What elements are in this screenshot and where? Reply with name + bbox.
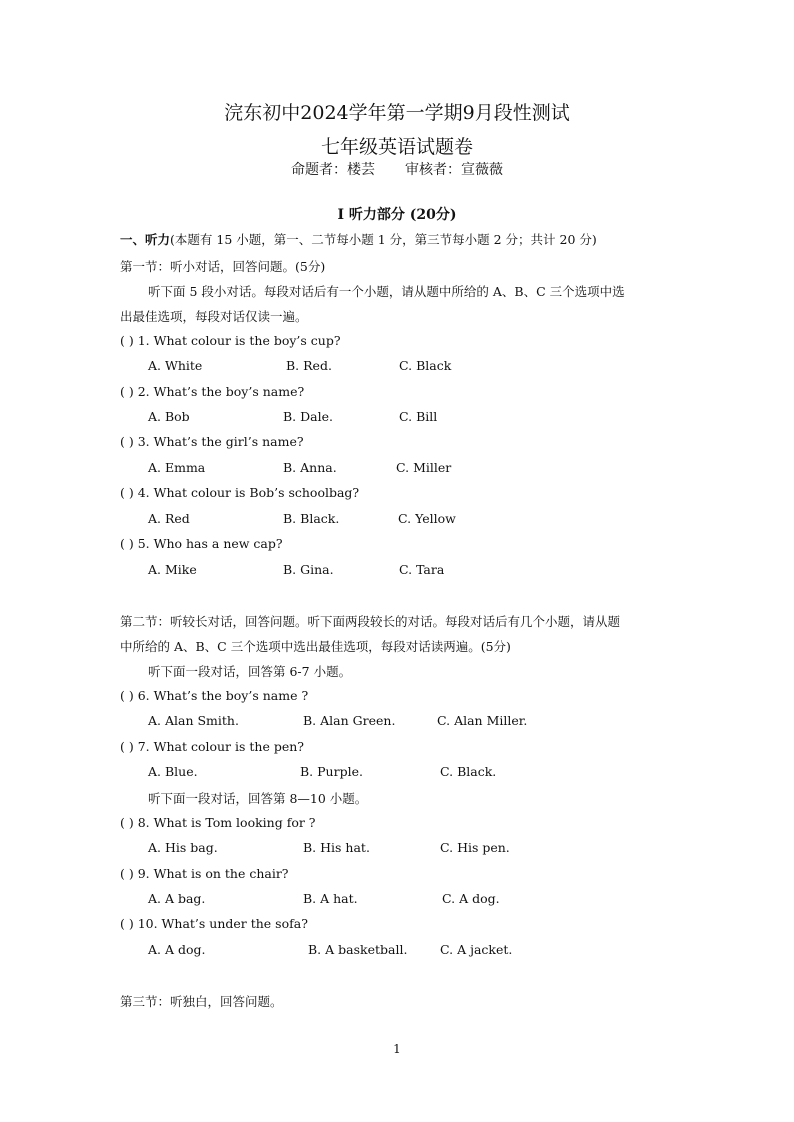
option-a: A. A dog.: [148, 942, 206, 957]
option-c: C. Tara: [399, 562, 445, 577]
option-b: B. Purple.: [300, 764, 363, 779]
option-b: B. A basketball.: [308, 942, 408, 957]
option-b: B. Red.: [286, 358, 332, 373]
option-c: C. Black.: [440, 764, 497, 779]
part-title: I 听力部分 (20分): [337, 207, 457, 223]
question-text: ( ) 8. What is Tom looking for ?: [120, 815, 316, 830]
reviewer-label: 审核者：宣薇薇: [405, 162, 503, 178]
question-text: ( ) 7. What colour is the pen?: [120, 739, 304, 754]
authors-line: [0, 159, 794, 179]
option-c: C. A jacket.: [440, 942, 513, 957]
option-b: B. His hat.: [303, 840, 370, 855]
question-text: ( ) 1. What colour is the boy’s cup?: [120, 333, 341, 348]
question-text: ( ) 9. What is on the chair?: [120, 866, 289, 881]
section1-heading: [120, 230, 597, 248]
question-text: ( ) 4. What colour is Bob’s schoolbag?: [120, 485, 360, 500]
section2-line2: 中所给的 A、B、C 三个选项中选出最佳选项，每段对话读两遍。(5分): [120, 639, 511, 654]
setter-label: 命题者：楼芸: [291, 162, 375, 178]
question-text: ( ) 3. What’s the girl’s name?: [120, 434, 304, 449]
option-c: C. Yellow: [398, 511, 456, 526]
section2-line1: 第二节：听较长对话，回答问题。听下面两段较长的对话。每段对话后有几个小题，请从题: [120, 614, 621, 629]
option-b: B. Anna.: [283, 460, 337, 475]
section1-heading-bold: 一、听力: [120, 232, 171, 247]
option-b: B. Gina.: [283, 562, 334, 577]
exam-title: 浣东初中2024学年第一学期9月段性测试: [224, 102, 570, 124]
option-a: A. His bag.: [148, 840, 218, 855]
question-text: ( ) 10. What’s under the sofa?: [120, 916, 308, 931]
page-number: 1: [393, 1042, 401, 1056]
exam-subtitle: 七年级英语试题卷: [320, 136, 473, 158]
option-a: A. Emma: [148, 460, 206, 475]
option-a: A. Bob: [148, 409, 190, 424]
section1-instruction-line1: 听下面 5 段小对话。每段对话后有一个小题，请从题中所给的 A、B、C 三个选项中选: [148, 284, 625, 299]
option-a: A. A bag.: [148, 891, 206, 906]
option-c: C. Miller: [396, 460, 452, 475]
option-b: B. Black.: [283, 511, 340, 526]
option-a: A. Blue.: [148, 764, 198, 779]
option-a: A. Red: [148, 511, 190, 526]
option-c: C. His pen.: [440, 840, 510, 855]
option-c: C. A dog.: [442, 891, 500, 906]
option-a: A. Mike: [148, 562, 197, 577]
option-c: C. Black: [399, 358, 452, 373]
section3-heading: 第三节：听独白，回答问题。: [120, 994, 283, 1009]
dialog2-intro: 听下面一段对话，回答第 8—10 小题。: [148, 791, 368, 806]
section1-heading-rest: (本题有 15 小题，第一、二节每小题 1 分，第三节每小题 2 分；共计 20 分): [170, 232, 597, 247]
option-b: B. Dale.: [283, 409, 333, 424]
question-text: ( ) 2. What’s the boy’s name?: [120, 384, 305, 399]
option-c: C. Bill: [399, 409, 438, 424]
section1-instruction-line2: 出最佳选项，每段对话仅读一遍。: [120, 309, 308, 324]
option-b: B. A hat.: [303, 891, 358, 906]
section1-subheading: 第一节：听小对话，回答问题。(5分): [120, 259, 326, 274]
question-text: ( ) 5. Who has a new cap?: [120, 536, 283, 551]
option-a: A. White: [148, 358, 203, 373]
option-a: A. Alan Smith.: [148, 713, 239, 728]
option-b: B. Alan Green.: [303, 713, 396, 728]
question-text: ( ) 6. What’s the boy’s name ?: [120, 688, 309, 703]
dialog1-intro: 听下面一段对话，回答第 6-7 小题。: [148, 664, 352, 679]
option-c: C. Alan Miller.: [437, 713, 528, 728]
